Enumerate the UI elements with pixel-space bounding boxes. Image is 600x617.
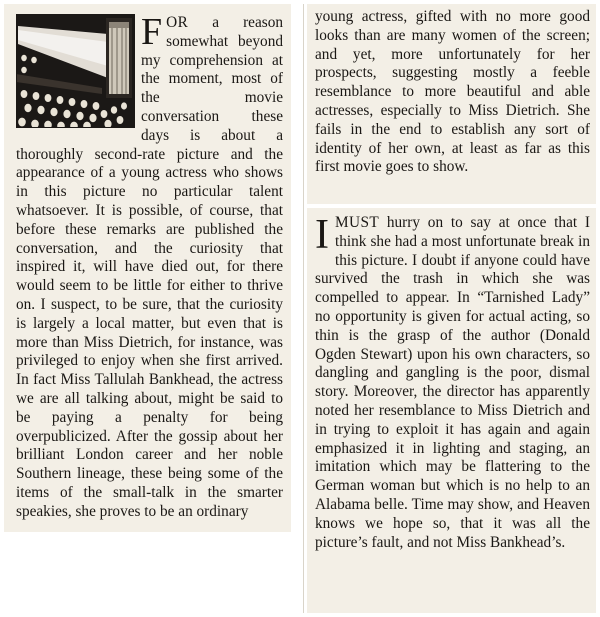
column-gutter — [303, 4, 304, 613]
article-paragraph-second — [315, 214, 590, 552]
drop-cap-f: F — [141, 11, 163, 53]
lead-in-text: MUST — [335, 214, 380, 231]
article-paragraph-continued: young actress, gifted with no more good looks than are many women of the screen; and yet, more unfortunately for her prospects, suggesting mostly a feeble resemblance to more beautiful and able actresses, especially to Miss Dietrich. She fails in the end to establish any sort of identity of her own, at least as far as this first movie goes to show. — [315, 8, 590, 176]
article-column-right-bottom — [307, 208, 596, 613]
drop-cap-i: I — [315, 212, 329, 258]
lead-in-text: OR — [166, 14, 189, 31]
paragraph-body: a reason somewhat beyond my comprehension at the moment, most of the movie conversation these days is about a thoroughly second-rate picture and the appearance of a young actress who shows in this picture no particular talent whatsoever. It is possible, of course, that before these remarks are published the conversation, and the curiosity that inspired it, will have died out, for there would seem to be little for either to thrive on. I suspect, to be sure, that the curiosity is largely a local matter, but even that is more than Miss Dietrich, for instance, was privileged to enjoy when she first arrived. In fact Miss Tallulah Bankhead, the actress we are all talking about, might be said to be paying a penalty for being overpublicized. After the gossip about her brilliant London career and her noble Southern lineage, these being some of the items of the small-talk in the smarter speakies, she proves to be an ordinary — [16, 14, 283, 520]
paragraph-body: hurry on to say at once that I think she had a most unfortunate break in this picture. I doubt if anyone could have survived the trash in which she was compelled to appear. In “Tarnished Lady” no opportunity is given for actual acting, so thin is the grasp of the author (Donald Ogden Stewart) upon his own characters, so dangling and gangling is the poor, dismal story. Moreover, the director has apparently noted her resemblance to Miss Dietrich and in trying to exploit it has again and again emphasized it in lighting and staging, an imitation which may be flattering to the German woman but which is no help to an Alabama belle. Time may show, and Heaven knows we hope so, that it was all the picture’s fault, and not Miss Bankhead’s. — [315, 214, 590, 551]
movie-theater-illustration — [16, 14, 135, 128]
article-column-right-top — [307, 4, 596, 204]
article-column-left — [4, 4, 291, 532]
